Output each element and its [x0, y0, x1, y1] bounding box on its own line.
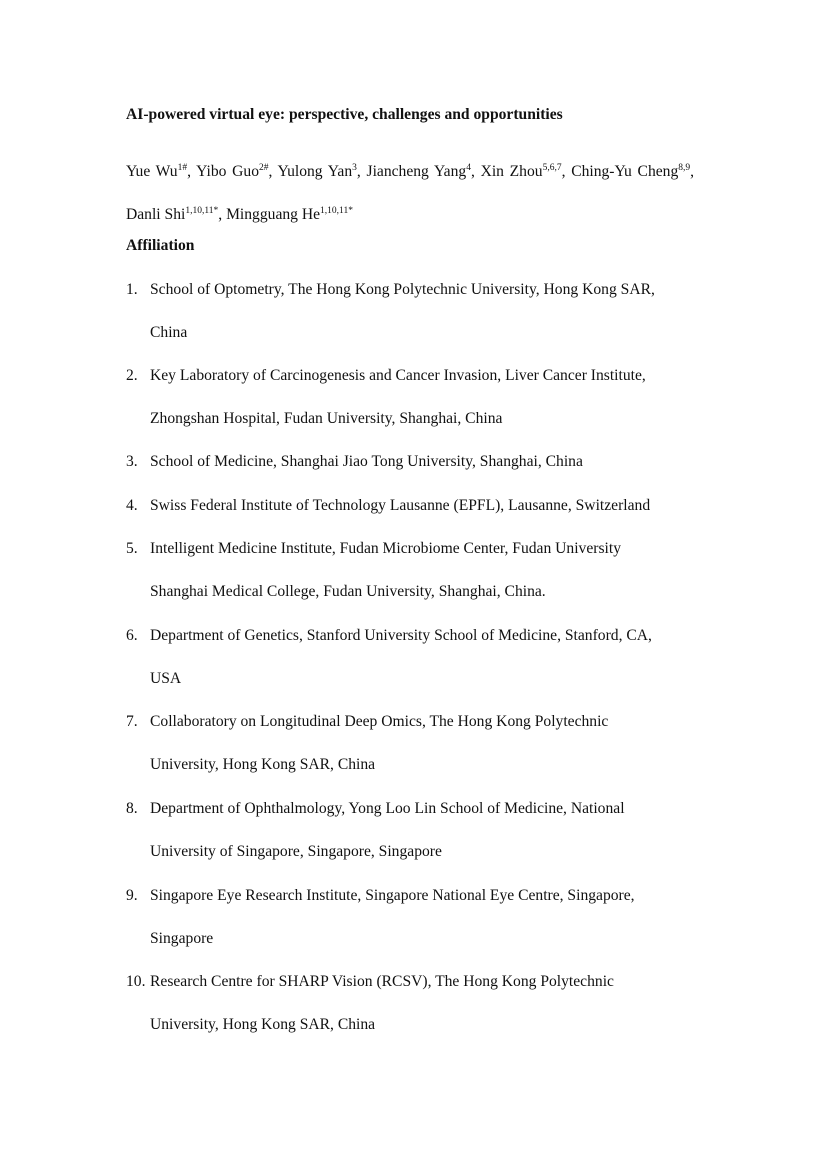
author-affiliation-marker: 2#	[259, 163, 269, 173]
affiliation-line: School of Optometry, The Hong Kong Polytechnic University, Hong Kong SAR,	[150, 281, 655, 298]
affiliation-line: University, Hong Kong SAR, China	[150, 1016, 376, 1033]
author-list: Yue $Wu^{1\#}$, Yibo Guo$^{2\#}$, Yulong Yan$^3$, Jiancheng Yang$^4$, Xin Zhou$^{5,6,7}$, Ching-Yu Cheng$^{8,9}$, Danli Shi$^{1,10,11*}$, Mingguang $He^{1,10,11*}$	[126, 163, 695, 223]
affiliation-line: Shanghai Medical College, Fudan University, Shanghai, China.	[150, 583, 546, 600]
author-name: Yulong Yan	[277, 163, 353, 180]
affiliation-heading: Affiliation	[126, 237, 195, 254]
author-affiliation-marker: 1,10,11*	[185, 206, 219, 216]
affiliation-line: Swiss Federal Institute of Technology Lausanne (EPFL), Lausanne, Switzerland	[150, 497, 651, 514]
affiliation-line: USA	[150, 670, 182, 687]
affiliation-number: 10.	[126, 973, 146, 990]
affiliation-line: Intelligent Medicine Institute, Fudan Microbiome Center, Fudan University	[150, 540, 621, 557]
affiliation-line: School of Medicine, Shanghai Jiao Tong University, Shanghai, China	[150, 453, 583, 470]
author-affiliation-marker: 1#	[177, 163, 188, 173]
affiliation-number: 3.	[126, 453, 138, 470]
author-affiliation-marker: 4	[466, 163, 471, 173]
author-name: Ching-Yu Cheng	[571, 163, 679, 180]
author-affiliation-marker: 1,10,11*	[320, 206, 353, 216]
affiliation-number: 9.	[126, 887, 138, 904]
affiliation-line: Singapore	[150, 930, 214, 947]
author-name: Mingguang He	[226, 206, 321, 223]
affiliation-line: Key Laboratory of Carcinogenesis and Cancer Invasion, Liver Cancer Institute,	[150, 367, 646, 384]
affiliation-number: 8.	[126, 800, 138, 817]
affiliation-number: 6.	[126, 627, 138, 644]
author-name: Yibo Guo	[196, 163, 259, 180]
affiliation-line: Singapore Eye Research Institute, Singapore National Eye Centre, Singapore,	[150, 887, 635, 904]
author-name: Jiancheng Yang	[366, 163, 467, 180]
affiliation-number: 5.	[126, 540, 138, 557]
affiliation-line: University, Hong Kong SAR, China	[150, 756, 376, 773]
author-name: Yue Wu	[126, 163, 178, 180]
affiliation-line: University of Singapore, Singapore, Singapore	[150, 843, 442, 860]
author-name: Xin Zhou	[480, 163, 543, 180]
author-affiliation-marker: 5,6,7	[542, 163, 562, 173]
affiliation-number: 1.	[126, 281, 138, 298]
affiliation-line: Department of Ophthalmology, Yong Loo Lin School of Medicine, National	[150, 800, 625, 817]
affiliation-line: Collaboratory on Longitudinal Deep Omics, The Hong Kong Polytechnic	[150, 713, 609, 730]
affiliation-line: Zhongshan Hospital, Fudan University, Shanghai, China	[150, 410, 503, 427]
affiliation-number: 7.	[126, 713, 138, 730]
author-name: Danli Shi	[126, 206, 186, 223]
paper-title: AI-powered virtual eye: perspective, challenges and opportunities	[126, 106, 563, 123]
author-affiliation-marker: 8,9	[678, 163, 691, 173]
author-affiliation-marker: 3	[352, 163, 357, 173]
affiliation-line: China	[150, 324, 188, 341]
affiliation-number: 2.	[126, 367, 138, 384]
affiliation-line: Department of Genetics, Stanford University School of Medicine, Stanford, CA,	[150, 627, 652, 644]
affiliation-number: 4.	[126, 497, 138, 514]
affiliation-line: Research Centre for SHARP Vision (RCSV), The Hong Kong Polytechnic	[150, 973, 614, 990]
